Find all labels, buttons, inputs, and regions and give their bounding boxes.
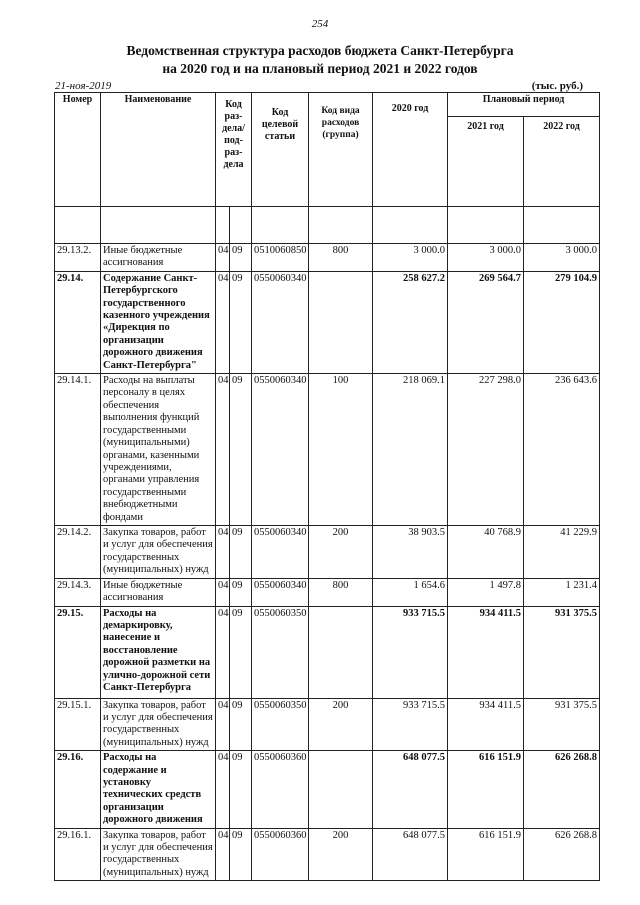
row-amount-2020: 258 627.2 bbox=[373, 271, 448, 373]
row-amount-2020: 1 654.6 bbox=[373, 578, 448, 606]
row-amount-2021: 269 564.7 bbox=[448, 271, 524, 373]
row-amount-2020: 933 715.5 bbox=[373, 698, 448, 751]
row-group-code: 200 bbox=[309, 526, 373, 579]
table-row bbox=[55, 271, 600, 373]
table-row bbox=[55, 606, 600, 698]
row-amount-2021: 227 298.0 bbox=[448, 374, 524, 526]
row-subsection-code: 09 bbox=[230, 751, 252, 828]
row-target-code: 0550060360 bbox=[252, 828, 309, 881]
row-name: Закупка товаров, работ и услуг для обеспечения государственных (муниципальных) нужд bbox=[101, 526, 216, 579]
row-name: Содержание Санкт-Петербургского государственного казенного учреждения «Дирекция по организации дорожного движения Санкт-Петербурга" bbox=[101, 271, 216, 373]
header-2021: 2021 год bbox=[448, 117, 524, 207]
table-row bbox=[55, 751, 600, 828]
row-name: Расходы на содержание и установку технических средств организации дорожного движения bbox=[101, 751, 216, 828]
table-row bbox=[55, 698, 600, 751]
row-amount-2022: 3 000.0 bbox=[524, 244, 600, 272]
row-amount-2022: 41 229.9 bbox=[524, 526, 600, 579]
row-subsection-code: 09 bbox=[230, 606, 252, 698]
row-subsection-code: 09 bbox=[230, 526, 252, 579]
row-section-code: 04 bbox=[216, 751, 230, 828]
row-target-code: 0550060350 bbox=[252, 606, 309, 698]
row-number: 29.13.2. bbox=[55, 244, 101, 272]
row-name: Закупка товаров, работ и услуг для обеспечения государственных (муниципальных) нужд bbox=[101, 828, 216, 881]
document-date: 21-ноя-2019 bbox=[55, 80, 112, 92]
title-line-2: на 2020 год и на плановый период 2021 и 2022 годов bbox=[162, 61, 478, 76]
row-name: Иные бюджетные ассигнования bbox=[101, 244, 216, 272]
row-amount-2020: 648 077.5 bbox=[373, 828, 448, 881]
row-group-code: 200 bbox=[309, 828, 373, 881]
row-number: 29.16.1. bbox=[55, 828, 101, 881]
row-section-code: 04 bbox=[216, 526, 230, 579]
header-2020: 2020 год bbox=[373, 93, 448, 207]
row-target-code: 0550060360 bbox=[252, 751, 309, 828]
row-section-code: 04 bbox=[216, 828, 230, 881]
table-row bbox=[55, 374, 600, 526]
row-name: Расходы на выплаты персоналу в целях обеспечения выполнения функций государственными (муниципальными) органами, казенными учреждениями, органами управления государственными внебюджетными фондами bbox=[101, 374, 216, 526]
header-planned-period: Плановый период bbox=[448, 93, 600, 117]
row-subsection-code: 09 bbox=[230, 578, 252, 606]
row-name: Иные бюджетные ассигнования bbox=[101, 578, 216, 606]
row-target-code: 0550060340 bbox=[252, 374, 309, 526]
row-name: Расходы на демаркировку, нанесение и восстановление дорожной разметки на улично-дорожной сети Санкт-Петербурга bbox=[101, 606, 216, 698]
row-amount-2022: 236 643.6 bbox=[524, 374, 600, 526]
row-subsection-code: 09 bbox=[230, 828, 252, 881]
row-subsection-code: 09 bbox=[230, 374, 252, 526]
row-group-code bbox=[309, 271, 373, 373]
row-amount-2020: 648 077.5 bbox=[373, 751, 448, 828]
row-amount-2021: 616 151.9 bbox=[448, 751, 524, 828]
row-number: 29.14.3. bbox=[55, 578, 101, 606]
row-subsection-code: 09 bbox=[230, 244, 252, 272]
row-number: 29.14.2. bbox=[55, 526, 101, 579]
row-subsection-code: 09 bbox=[230, 271, 252, 373]
document-title bbox=[0, 42, 640, 78]
table-header bbox=[55, 93, 600, 207]
row-amount-2020: 3 000.0 bbox=[373, 244, 448, 272]
row-target-code: 0550060340 bbox=[252, 578, 309, 606]
header-name: Наименование bbox=[101, 93, 216, 207]
header-section: Код раз-дела/ под-раз-дела bbox=[216, 93, 252, 207]
row-amount-2021: 934 411.5 bbox=[448, 606, 524, 698]
row-target-code: 0550060340 bbox=[252, 271, 309, 373]
row-section-code: 04 bbox=[216, 374, 230, 526]
title-line-1: Ведомственная структура расходов бюджета Санкт-Петербурга bbox=[126, 43, 514, 58]
row-amount-2022: 1 231.4 bbox=[524, 578, 600, 606]
row-group-code bbox=[309, 606, 373, 698]
row-section-code: 04 bbox=[216, 578, 230, 606]
row-group-code: 800 bbox=[309, 578, 373, 606]
row-number: 29.15.1. bbox=[55, 698, 101, 751]
row-group-code: 800 bbox=[309, 244, 373, 272]
header-target: Код целевой статьи bbox=[252, 93, 309, 207]
row-amount-2022: 931 375.5 bbox=[524, 698, 600, 751]
row-amount-2022: 279 104.9 bbox=[524, 271, 600, 373]
row-number: 29.14.1. bbox=[55, 374, 101, 526]
header-number: Номер bbox=[55, 93, 101, 207]
header-2022: 2022 год bbox=[524, 117, 600, 207]
row-name: Закупка товаров, работ и услуг для обеспечения государственных (муниципальных) нужд bbox=[101, 698, 216, 751]
row-number: 29.15. bbox=[55, 606, 101, 698]
table-body bbox=[55, 207, 600, 881]
row-amount-2021: 1 497.8 bbox=[448, 578, 524, 606]
row-amount-2020: 218 069.1 bbox=[373, 374, 448, 526]
row-amount-2021: 3 000.0 bbox=[448, 244, 524, 272]
row-section-code: 04 bbox=[216, 244, 230, 272]
row-amount-2020: 933 715.5 bbox=[373, 606, 448, 698]
row-group-code: 100 bbox=[309, 374, 373, 526]
table-row bbox=[55, 828, 600, 881]
row-amount-2022: 626 268.8 bbox=[524, 751, 600, 828]
page-number: 254 bbox=[311, 18, 329, 30]
header-group: Код вида расходов (группа) bbox=[309, 93, 373, 207]
table-row bbox=[55, 244, 600, 272]
row-amount-2021: 934 411.5 bbox=[448, 698, 524, 751]
row-amount-2021: 40 768.9 bbox=[448, 526, 524, 579]
row-group-code bbox=[309, 751, 373, 828]
unit-label: (тыс. руб.) bbox=[531, 80, 583, 92]
row-amount-2022: 626 268.8 bbox=[524, 828, 600, 881]
row-section-code: 04 bbox=[216, 698, 230, 751]
row-target-code: 0550060340 bbox=[252, 526, 309, 579]
table-row bbox=[55, 526, 600, 579]
budget-table bbox=[54, 92, 600, 881]
row-section-code: 04 bbox=[216, 606, 230, 698]
spacer-row bbox=[55, 207, 600, 244]
row-target-code: 0510060850 bbox=[252, 244, 309, 272]
row-target-code: 0550060350 bbox=[252, 698, 309, 751]
row-amount-2021: 616 151.9 bbox=[448, 828, 524, 881]
row-number: 29.16. bbox=[55, 751, 101, 828]
row-subsection-code: 09 bbox=[230, 698, 252, 751]
row-amount-2020: 38 903.5 bbox=[373, 526, 448, 579]
row-amount-2022: 931 375.5 bbox=[524, 606, 600, 698]
row-number: 29.14. bbox=[55, 271, 101, 373]
table-row bbox=[55, 578, 600, 606]
row-section-code: 04 bbox=[216, 271, 230, 373]
row-group-code: 200 bbox=[309, 698, 373, 751]
